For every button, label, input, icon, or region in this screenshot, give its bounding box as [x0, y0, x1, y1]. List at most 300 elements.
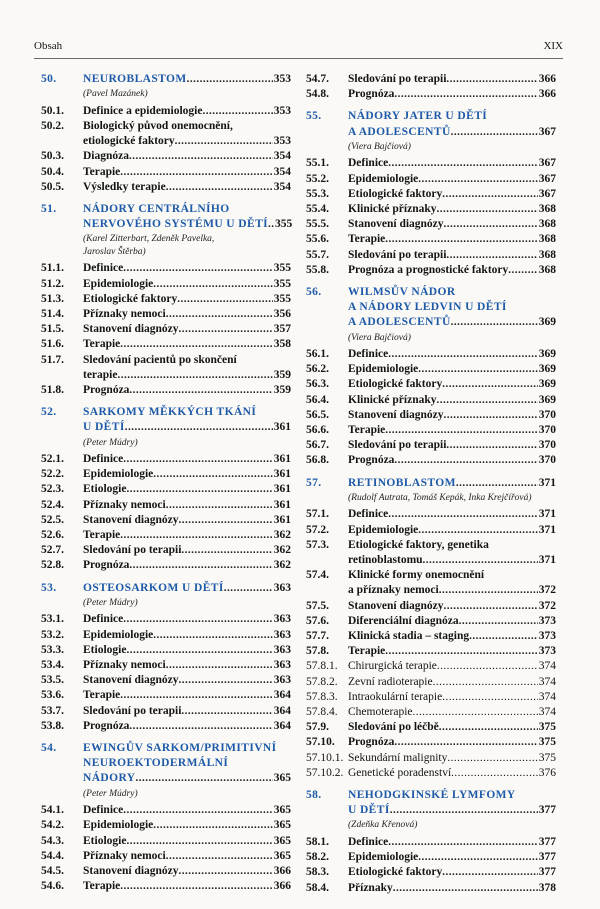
toc-section-entry[interactable]	[306, 881, 556, 896]
entry-number: 56.5.	[306, 408, 329, 421]
running-header-title: Obsah	[34, 40, 63, 52]
entry-body	[83, 581, 291, 613]
entry-title-text: Etiologické faktory	[348, 378, 443, 391]
dot-leader	[439, 585, 538, 596]
entry-number: 55.1.	[306, 157, 329, 170]
toc-section-entry[interactable]	[306, 393, 556, 408]
entry-body	[83, 704, 291, 719]
entry-title-line	[83, 771, 291, 786]
toc-section-entry[interactable]	[41, 452, 291, 467]
entry-title-line	[83, 322, 291, 337]
entry-body	[83, 513, 291, 528]
entry-title-text: Klinické formy onemocnění	[348, 569, 485, 582]
dot-leader	[125, 422, 273, 433]
entry-page-number: 361	[273, 498, 291, 511]
entry-authors	[83, 597, 291, 610]
entry-title-text: Epidemiologie	[83, 468, 154, 481]
entry-number: 53.2.	[41, 628, 64, 641]
toc-chapter-entry[interactable]	[306, 109, 556, 156]
entry-page-number: 367	[538, 125, 556, 138]
entry-title-text: Prognóza	[83, 719, 130, 732]
toc-chapter-entry[interactable]	[41, 405, 291, 452]
entry-title-text: Prognóza	[348, 736, 395, 749]
entry-number: 56.4.	[306, 393, 329, 406]
entry-body	[348, 788, 556, 835]
toc-section-entry[interactable]	[306, 675, 556, 690]
toc-section-entry[interactable]	[306, 248, 556, 263]
entry-body	[348, 362, 556, 377]
toc-section-entry[interactable]	[41, 628, 291, 643]
entry-title-text: NEUROEKTODERMÁLNÍ	[83, 757, 229, 770]
entry-title-line	[83, 452, 291, 467]
toc-section-entry[interactable]	[41, 849, 291, 864]
entry-title-text: Prognóza	[348, 88, 395, 101]
toc-chapter-entry[interactable]	[41, 202, 291, 261]
entry-number: 51.4.	[41, 307, 64, 320]
entry-body	[83, 104, 291, 119]
entry-body	[348, 507, 556, 522]
toc-section-entry[interactable]	[41, 513, 291, 528]
toc-chapter-entry[interactable]	[41, 72, 291, 104]
entry-page-number: 368	[538, 248, 556, 261]
entry-number: 54.6.	[41, 880, 64, 893]
entry-body	[348, 629, 556, 644]
entry-title-line	[83, 688, 291, 703]
entry-title-text: Definice	[83, 453, 124, 466]
entry-page-number: 369	[538, 316, 556, 329]
dot-leader	[123, 454, 273, 465]
entry-number: 56.8.	[306, 454, 329, 467]
entry-number: 51.2.	[41, 277, 64, 290]
dot-leader	[437, 395, 538, 406]
entry-title-text: Definice	[83, 613, 124, 626]
entry-number: 57.8.1.	[306, 660, 338, 673]
toc-section-entry[interactable]	[306, 232, 556, 247]
toc-section-entry[interactable]	[306, 659, 556, 674]
dot-leader	[129, 560, 272, 571]
dot-leader	[126, 484, 272, 495]
toc-section-entry[interactable]	[306, 263, 556, 278]
dot-leader	[388, 837, 538, 848]
dot-leader	[444, 219, 538, 230]
toc-section-entry[interactable]	[41, 558, 291, 573]
toc-section-entry[interactable]	[41, 673, 291, 688]
entry-title-text: Definice	[348, 835, 389, 848]
entry-page-number: 355	[273, 262, 291, 275]
entry-number: 54.7.	[306, 73, 329, 85]
toc-section-entry[interactable]	[41, 104, 291, 119]
entry-body	[83, 543, 291, 558]
entry-title-text: NERVOVÉHO SYSTÉMU U DĚTÍ	[83, 218, 269, 231]
dot-leader	[442, 379, 538, 390]
toc-section-entry[interactable]	[41, 119, 291, 149]
entry-title-text: Sledování po terapii	[348, 248, 447, 261]
toc-section-entry[interactable]	[306, 835, 556, 850]
dot-leader	[181, 545, 272, 556]
entry-number: 53.1.	[41, 613, 64, 626]
toc-section-entry[interactable]	[41, 322, 291, 337]
dot-leader	[166, 660, 273, 671]
entry-body	[348, 347, 556, 362]
toc-section-entry[interactable]	[306, 347, 556, 362]
dot-leader	[120, 690, 272, 701]
toc-section-entry[interactable]	[306, 72, 556, 87]
entry-number: 51.	[41, 202, 57, 215]
toc-section-entry[interactable]	[41, 353, 291, 383]
entry-page-number: 378	[538, 881, 556, 894]
toc-section-entry[interactable]	[306, 568, 556, 598]
entry-number: 51.1.	[41, 262, 64, 275]
toc-chapter-entry[interactable]	[306, 476, 556, 508]
toc-section-entry[interactable]	[41, 337, 291, 352]
toc-section-entry[interactable]	[41, 704, 291, 719]
entry-title-line	[348, 202, 556, 217]
entry-title-line	[83, 180, 291, 195]
toc-section-entry[interactable]	[306, 614, 556, 629]
entry-number: 55.2.	[306, 172, 329, 185]
dot-leader	[418, 174, 537, 185]
entry-title-line	[83, 834, 291, 849]
entry-title-text: Definice	[348, 348, 389, 361]
toc-column-right	[306, 72, 556, 896]
toc-section-entry[interactable]	[41, 261, 291, 276]
entry-title-line	[348, 125, 556, 140]
entry-body	[348, 285, 556, 347]
entry-title-line	[83, 134, 291, 149]
entry-number: 56.1.	[306, 348, 329, 361]
entry-body	[348, 865, 556, 880]
entry-title-line	[83, 756, 291, 771]
dot-leader	[166, 182, 273, 193]
entry-title-text: Terapie	[83, 338, 121, 351]
entry-authors	[83, 233, 291, 258]
toc-chapter-entry[interactable]	[306, 788, 556, 835]
entry-title-text: Epidemiologie	[83, 277, 154, 290]
entry-body	[348, 644, 556, 659]
entry-title-line	[348, 423, 556, 438]
entry-title-line	[83, 383, 291, 398]
toc-section-entry[interactable]	[306, 690, 556, 705]
entry-title-line	[348, 865, 556, 880]
dot-leader	[394, 455, 537, 466]
entry-number: 57.1.	[306, 508, 329, 521]
entry-title-line	[348, 217, 556, 232]
entry-page-number: 376	[538, 766, 556, 779]
toc-section-entry[interactable]	[306, 187, 556, 202]
toc-section-entry[interactable]	[41, 292, 291, 307]
entry-title-text: Terapie	[348, 424, 386, 437]
dot-leader	[177, 294, 273, 305]
entry-title-line	[83, 612, 291, 627]
entry-title-text: etiologické faktory	[83, 135, 175, 148]
dot-leader	[442, 867, 538, 878]
entry-page-number: 362	[273, 544, 291, 557]
entry-authors	[83, 788, 291, 801]
entry-title-line	[83, 498, 291, 513]
entry-number: 54.2.	[41, 819, 64, 832]
entry-page-number: 365	[273, 819, 291, 832]
entry-title-text: Stanovení diagnózy	[83, 674, 179, 687]
toc-section-entry[interactable]	[306, 599, 556, 614]
entry-title-text: Chirurgická terapie	[348, 660, 437, 673]
entry-title-text: Stanovení diagnózy	[83, 323, 179, 336]
toc-section-entry[interactable]	[41, 180, 291, 195]
entry-title-text: Etiologické faktory, genetika	[348, 538, 489, 551]
entry-title-line	[348, 232, 556, 247]
entry-page-number: 374	[538, 706, 556, 719]
dot-leader	[451, 768, 538, 779]
toc-section-entry[interactable]	[306, 362, 556, 377]
entry-page-number: 362	[273, 529, 291, 542]
toc-section-entry[interactable]	[41, 383, 291, 398]
toc-section-entry[interactable]	[306, 705, 556, 720]
entry-title-text: Příznaky nemoci	[83, 498, 166, 511]
entry-body	[83, 337, 291, 352]
entry-page-number: 365	[273, 834, 291, 847]
entry-title-line	[348, 705, 556, 720]
entry-number: 58.1.	[306, 835, 329, 848]
entry-title-line	[83, 149, 291, 164]
entry-title-line	[348, 438, 556, 453]
entry-page-number: 375	[538, 721, 556, 734]
entry-title-line	[83, 337, 291, 352]
toc-section-entry[interactable]	[41, 834, 291, 849]
dot-leader	[181, 706, 272, 717]
entry-authors	[348, 819, 556, 832]
entry-title-line	[83, 368, 291, 383]
entry-body	[348, 202, 556, 217]
entry-title-line	[83, 202, 291, 217]
entry-page-number: 372	[538, 599, 556, 612]
dot-leader	[123, 263, 273, 274]
entry-number: 56.6.	[306, 424, 329, 437]
entry-page-number: 373	[538, 614, 556, 627]
entry-title-line	[83, 217, 291, 232]
dot-leader	[418, 525, 537, 536]
toc-section-entry[interactable]	[41, 498, 291, 513]
entry-number: 58.4.	[306, 881, 329, 894]
dot-leader	[202, 106, 272, 117]
entry-page-number: 364	[273, 704, 291, 717]
entry-number: 56.7.	[306, 439, 329, 452]
toc-section-entry[interactable]	[41, 803, 291, 818]
entry-body	[83, 719, 291, 734]
entry-number: 57.10.	[306, 736, 335, 749]
entry-number: 57.7.	[306, 630, 329, 642]
entry-title-text: A ADOLESCENTŮ	[348, 125, 451, 138]
dot-leader	[153, 630, 272, 641]
entry-page-number: 354	[273, 150, 291, 163]
toc-section-entry[interactable]	[306, 629, 556, 644]
toc-section-entry[interactable]	[41, 307, 291, 322]
entry-title-line	[83, 864, 291, 879]
entry-number: 53.7.	[41, 704, 64, 717]
entry-page-number: 368	[538, 233, 556, 246]
toc-section-entry[interactable]	[41, 818, 291, 833]
dot-leader	[153, 279, 272, 290]
entry-page-number: 368	[538, 218, 556, 231]
entry-number: 57.6.	[306, 614, 329, 627]
toc-section-entry[interactable]	[306, 850, 556, 865]
toc-section-entry[interactable]	[41, 879, 291, 894]
entry-number: 50.1.	[41, 104, 64, 117]
toc-section-entry[interactable]	[306, 87, 556, 102]
entry-body	[83, 292, 291, 307]
entry-body	[83, 277, 291, 292]
entry-body	[83, 261, 291, 276]
toc-section-entry[interactable]	[306, 172, 556, 187]
dot-leader	[451, 317, 538, 328]
toc-section-entry[interactable]	[41, 658, 291, 673]
entry-page-number: 353	[273, 73, 291, 85]
entry-title-text: Stanovení diagnózy	[348, 218, 444, 231]
toc-section-entry[interactable]	[306, 644, 556, 659]
entry-body	[348, 393, 556, 408]
entry-page-number: 361	[273, 468, 291, 481]
entry-title-line	[83, 467, 291, 482]
entry-number: 58.	[306, 789, 322, 802]
entry-body	[83, 803, 291, 818]
toc-section-entry[interactable]	[41, 864, 291, 879]
entry-number: 58.2.	[306, 851, 329, 864]
entry-number: 52.7.	[41, 544, 64, 557]
toc-section-entry[interactable]	[306, 766, 556, 781]
entry-title-line	[348, 377, 556, 392]
entry-body	[348, 538, 556, 568]
entry-body	[83, 467, 291, 482]
toc-section-entry[interactable]	[41, 543, 291, 558]
toc-section-entry[interactable]	[306, 377, 556, 392]
entry-body	[83, 864, 291, 879]
entry-title-text: Klinické příznaky	[348, 202, 437, 215]
entry-body	[348, 720, 556, 735]
toc-section-entry[interactable]	[41, 165, 291, 180]
dot-leader	[385, 646, 537, 657]
entry-title-line	[348, 629, 556, 644]
entry-title-text: Terapie	[83, 165, 121, 178]
toc-section-entry[interactable]	[41, 643, 291, 658]
toc-section-entry[interactable]	[306, 202, 556, 217]
entry-title-line	[348, 453, 556, 468]
entry-title-text: Epidemiologie	[348, 363, 419, 376]
toc-section-entry[interactable]	[306, 865, 556, 880]
entry-page-number: 377	[538, 866, 556, 879]
toc-section-entry[interactable]	[41, 482, 291, 497]
toc-section-entry[interactable]	[306, 453, 556, 468]
dot-leader	[418, 852, 537, 863]
entry-body	[348, 423, 556, 438]
toc-section-entry[interactable]	[306, 408, 556, 423]
entry-title-text: Terapie	[348, 233, 386, 246]
entry-page-number: 367	[538, 172, 556, 185]
entry-number: 51.3.	[41, 292, 64, 305]
entry-body	[348, 217, 556, 232]
entry-title-line	[348, 766, 556, 781]
entry-body	[83, 180, 291, 195]
toc-section-entry[interactable]	[306, 751, 556, 766]
dot-leader	[126, 645, 272, 656]
entry-title-line	[83, 818, 291, 833]
entry-title-text: OSTEOSARKOM U DĚTÍ	[83, 581, 224, 594]
entry-number: 57.8.	[306, 645, 329, 658]
entry-number: 57.9.	[306, 721, 329, 734]
entry-body	[348, 87, 556, 102]
entry-title-text: SARKOMY MĚKKÝCH TKÁNÍ	[83, 406, 257, 419]
author-line: (Zdeňka Křenová)	[348, 820, 418, 831]
toc-section-entry[interactable]	[306, 523, 556, 538]
entry-body	[348, 881, 556, 896]
entry-body	[83, 307, 291, 322]
entry-number: 54.5.	[41, 864, 64, 877]
entry-title-line	[83, 643, 291, 658]
entry-title-line	[83, 292, 291, 307]
dot-leader	[388, 509, 538, 520]
entry-body	[83, 628, 291, 643]
entry-page-number: 370	[538, 454, 556, 467]
toc-section-entry[interactable]	[306, 538, 556, 568]
toc-section-entry[interactable]	[41, 612, 291, 627]
toc-section-entry[interactable]	[306, 217, 556, 232]
toc-section-entry[interactable]	[41, 467, 291, 482]
entry-title-line	[83, 277, 291, 292]
entry-number: 54.	[41, 742, 57, 755]
entry-title-line	[348, 300, 556, 315]
entry-body	[348, 659, 556, 674]
dot-leader	[117, 370, 272, 381]
dot-leader	[129, 385, 272, 396]
entry-page-number: 365	[273, 849, 291, 862]
entry-title-line	[348, 659, 556, 674]
toc-chapter-entry[interactable]	[41, 741, 291, 803]
dot-leader	[447, 753, 537, 764]
toc-section-entry[interactable]	[306, 507, 556, 522]
toc-section-entry[interactable]	[306, 720, 556, 735]
entry-title-line	[348, 172, 556, 187]
entry-page-number: 369	[538, 393, 556, 406]
entry-body	[83, 673, 291, 688]
entry-body	[348, 766, 556, 781]
author-line: (Rudolf Autrata, Tomáš Kepák, Inka Krejčířová)	[348, 492, 532, 503]
entry-page-number: 371	[538, 508, 556, 521]
toc-chapter-entry[interactable]	[306, 285, 556, 347]
dot-leader	[187, 74, 273, 85]
entry-title-text: Stanovení diagnózy	[83, 513, 179, 526]
entry-number: 56.	[306, 285, 322, 298]
entry-title-text: RETINOBLASTOM	[348, 476, 456, 489]
entry-body	[348, 614, 556, 629]
toc-section-entry[interactable]	[41, 719, 291, 734]
entry-title-text: Prognóza	[348, 454, 395, 467]
entry-number: 53.3.	[41, 643, 64, 656]
toc-section-entry[interactable]	[306, 735, 556, 750]
entry-title-text: Příznaky nemoci	[83, 659, 166, 671]
toc-section-entry[interactable]	[41, 277, 291, 292]
entry-number: 50.2.	[41, 119, 64, 132]
toc-section-entry[interactable]	[306, 438, 556, 453]
toc-section-entry[interactable]	[306, 423, 556, 438]
entry-page-number: 363	[273, 659, 291, 671]
toc-section-entry[interactable]	[41, 149, 291, 164]
toc-section-entry[interactable]	[41, 688, 291, 703]
entry-title-line	[348, 285, 556, 300]
toc-section-entry[interactable]	[306, 156, 556, 171]
toc-chapter-entry[interactable]	[41, 581, 291, 613]
entry-title-text: NÁDORY CENTRÁLNÍHO	[83, 202, 230, 215]
entry-number: 52.5.	[41, 513, 64, 526]
entry-number: 52.6.	[41, 529, 64, 542]
entry-title-line	[348, 263, 556, 278]
toc-section-entry[interactable]	[41, 528, 291, 543]
